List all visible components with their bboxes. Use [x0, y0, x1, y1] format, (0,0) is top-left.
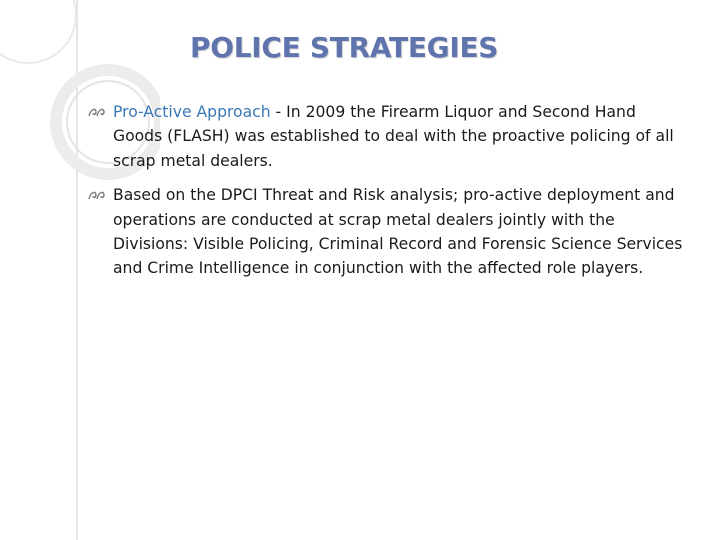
- double-fleuron-bullet-icon: [88, 190, 105, 201]
- bullet-item: [88, 100, 688, 173]
- slide-title: POLICE STRATEGIES: [190, 31, 499, 64]
- double-fleuron-bullet-icon: [88, 107, 105, 118]
- bullet-lead-text: Pro-Active Approach: [113, 103, 271, 121]
- bullet-body-text: Based on the DPCI Threat and Risk analysis; pro-active deployment and operations are conducted at scrap metal dealers jointly with the Divisions: Visible Policing, Criminal Record and Forensic Science Services and Crime Intelligence in conjunction with the affected role players.: [113, 186, 683, 278]
- bullet-body-text: - In 2009 the Firearm Liquor and Second Hand Goods (FLASH) was established to deal with the proactive policing of all scrap metal dealers.: [113, 103, 674, 170]
- bullet-list: [88, 100, 688, 291]
- bullet-item: [88, 183, 688, 281]
